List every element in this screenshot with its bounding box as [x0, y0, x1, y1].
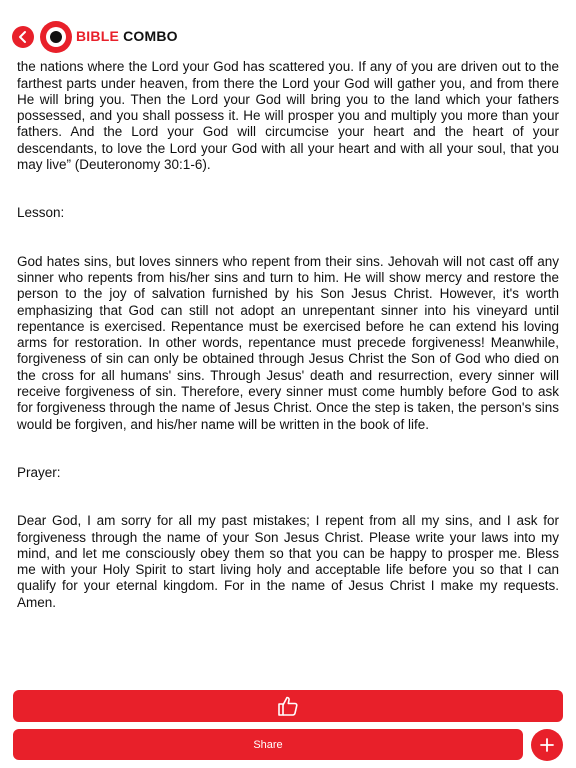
app-title-bible: BIBLE	[76, 28, 119, 44]
app-title	[76, 28, 178, 44]
prayer-heading: Prayer:	[17, 464, 61, 480]
lesson-heading: Lesson:	[17, 205, 65, 221]
app-title-combo: COMBO	[123, 28, 178, 44]
scripture-text: the nations where the Lord your God has scattered you. If any of you are driven out to the farthest parts under heaven, from there the Lord your God will gather you, and from there He will bring you. Then the Lord your God will bring you to the land which your fathers possessed, and you shall possess it. He will prosper you and multiply you more than your fathers. And the Lord your God will circumcise your heart and the heart of your descendants, to love the Lord your God with all your heart and with all your soul, that you may live” (Deuteronomy 30:1-6).	[17, 59, 559, 173]
back-button[interactable]	[12, 26, 34, 48]
thumbs-up-icon	[276, 694, 300, 718]
like-button[interactable]	[13, 690, 563, 722]
share-button[interactable]: Share	[13, 729, 523, 760]
chevron-left-icon	[18, 31, 28, 43]
app-header	[0, 0, 576, 58]
app-logo	[40, 21, 72, 53]
prayer-text: Dear God, I am sorry for all my past mistakes; I repent from all my sins, and I ask for forgiveness through the name of your Son Jesus Christ. Please write your laws into my mind, and let me consciously obey them so that you can be happy to prosper me. Bless me with your Holy Spirit to start living holy and acceptable life before you so that I can qualify for your eternal kingdom. For in the name of Jesus Christ I make my requests. Amen.	[17, 513, 563, 610]
add-button[interactable]	[531, 729, 563, 761]
lesson-text: God hates sins, but loves sinners who repent from their sins. Jehovah will not cast off any sinner who repents from his/her sins and turn to him. He will show mercy and restore the person to the joy of salvation furnished by his Son Jesus Christ. However, it's worth emphasizing that God can still not adopt an unrepentant sinner into his vineyard until repentance is exercised. Repentance must be exercised before he can extend his loving arms for restoration. In other words, repentance must precede forgiveness! Meanwhile, forgiveness of sin can only be obtained through Jesus Christ the Son of God who died on the cross for all humans' sins. Through Jesus' death and resurrection, every sinner will receive forgiveness of sin. Therefore, every sinner must come humbly before God to ask for forgiveness through the name of Jesus Christ. Once the step is taken, the person's sins would be forgiven, and his/her name will be written in the book of life.	[17, 253, 563, 432]
devotional-content[interactable]	[17, 51, 563, 696]
plus-icon	[540, 738, 554, 752]
